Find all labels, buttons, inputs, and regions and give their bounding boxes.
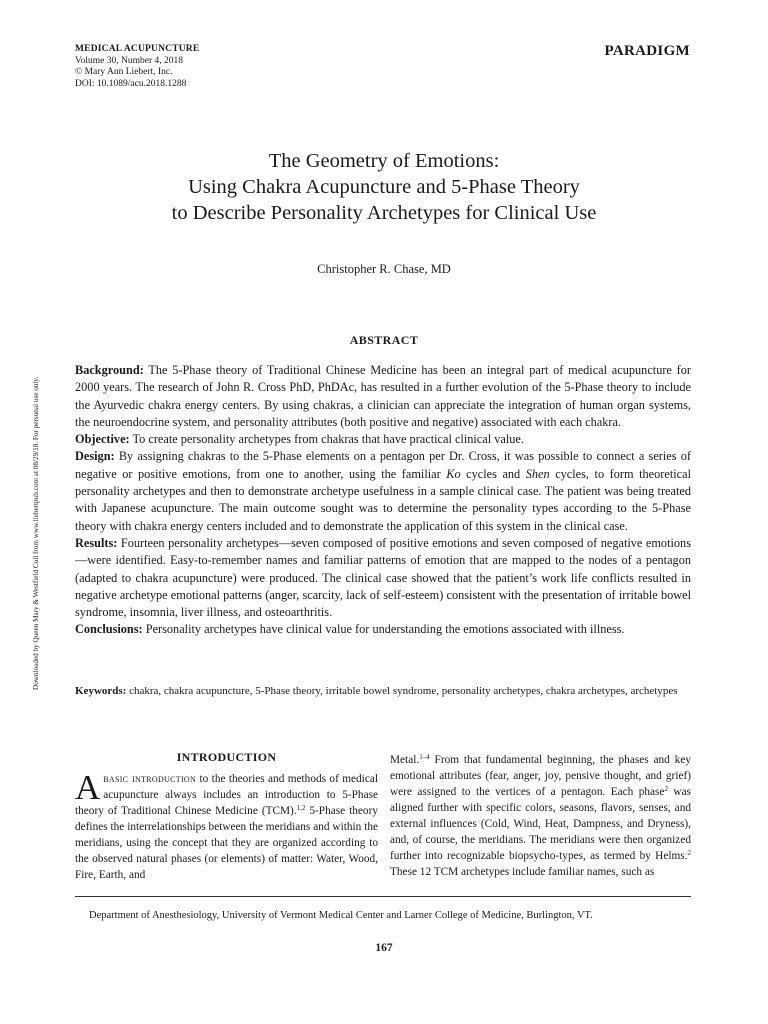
citation-ref: 2 — [687, 849, 691, 857]
design-text-b: cycles and — [460, 466, 526, 481]
citation-ref: 1,2 — [296, 804, 306, 812]
title-line-3: to Describe Personality Archetypes for Clinical Use — [171, 202, 597, 224]
results-text: Fourteen personality archetypes—seven composed of positive emotions and seven composed of negative emotions—were identified. Easy-to-remember names and familiar patterns of emotion that are mapped to the nodes of a pentagon (adapted to chakra acupuncture) were produced. The clinical case showed that the patient’s work life conflicts resulted in negative archetype emotional patterns (anger, scarcity, lack of self-esteem) consistent with the presentation of irritable bowel syndrome, insomnia, liver illness, and osteoarthritis. — [75, 535, 691, 620]
intro-smallcaps: basic introduction — [103, 773, 197, 785]
results-label: Results: — [75, 535, 118, 550]
author-name: Christopher R. Chase, MD — [317, 262, 451, 276]
citation-ref: 2 — [664, 785, 668, 793]
abstract-background — [75, 362, 691, 431]
intro-col2-text-d: These 12 TCM archetypes include familiar names, such as — [390, 866, 655, 878]
intro-col2-text-b: From that fundamental beginning, the phases and key emotional attributes (fear, anger, joy, pensive thought, and grief) were assigned to the vertices of a pentagon. Each phase — [390, 754, 691, 798]
keywords-label: Keywords: — [75, 685, 127, 697]
drop-cap: A — [75, 768, 101, 807]
paper-title — [75, 148, 693, 226]
abstract-conclusions — [75, 621, 691, 638]
keywords — [75, 683, 691, 699]
footnote-divider — [75, 896, 691, 897]
abstract-design — [75, 448, 691, 534]
journal-copyright: © Mary Ann Liebert, Inc. — [75, 67, 173, 77]
objective-text: To create personality archetypes from chakras that have practical clinical value. — [129, 432, 524, 447]
intro-col1-text-a: to the theories and methods of medical acupuncture always includes an introduction to 5-Phase theory of Traditional Chinese Medicine (TCM). — [75, 773, 378, 817]
intro-column-right — [390, 752, 691, 880]
design-label: Design: — [75, 449, 115, 464]
journal-name: MEDICAL ACUPUNCTURE — [75, 44, 200, 54]
background-label: Background: — [75, 363, 144, 377]
conclusions-label: Conclusions: — [75, 622, 143, 637]
abstract-results — [75, 535, 691, 621]
intro-col1-text-b: 5-Phase theory defines the interrelationships between the meridians and within the meridians, using the concept that they are organized according to the observed natural phases (or elements) of matter: Water, Wood, Fire, Earth, and — [75, 805, 378, 881]
design-text-a: By assigning chakras to the 5-Phase elements on a pentagon per Dr. Cross, it was possible to connect a series of negative or positive emotions, from one to another, using the familiar — [75, 449, 691, 481]
design-text-c: cycles, to form theoretical personality archetypes and then to demonstrate archetype usefulness in a sample clinical case. The patient was being treated with Japanese acupuncture. The main outcome sought was to determine the personality types according to the 5-Phase theory with chakra energy centers included and to demonstrate the application of this system in the clinical case. — [75, 466, 691, 533]
conclusions-text: Personality archetypes have clinical value for understanding the emotions associated with illness. — [142, 622, 625, 637]
background-text: The 5-Phase theory of Traditional Chinese Medicine has been an integral part of medical acupuncture for 2000 years. The research of John R. Cross PhD, PhDAc, has resulted in a further evolution of the 5-Phase theory to include the Ayurvedic chakra energy centers. By using chakras, a clinician can appreciate the integration of human organ systems, the neuroendocrine system, and personality attributes (both positive and negative) associated with each chakra. — [75, 363, 691, 429]
keywords-text: chakra, chakra acupuncture, 5-Phase theory, irritable bowel syndrome, personality archetypes, chakra archetypes, archetypes — [126, 685, 678, 697]
abstract-body — [75, 362, 691, 639]
title-line-1: The Geometry of Emotions: — [268, 150, 500, 172]
intro-col2-text-c: was aligned further with specific colors, seasons, flavors, senses, and external influences (Cold, Wind, Heat, Dampness, and Dryness), and, of course, the meridians. The meridians were then organized further into recognizable biopsycho-types, as termed by Helms. — [390, 786, 691, 862]
author-affiliation: Department of Anesthesiology, University of Vermont Medical Center and Larner College of Medicine, Burlington, VT. — [89, 910, 593, 921]
intro-col2-text-a: Metal. — [390, 754, 420, 766]
journal-volume: Volume 30, Number 4, 2018 — [75, 55, 184, 66]
abstract-objective — [75, 431, 691, 448]
journal-info — [75, 44, 199, 90]
journal-doi: DOI: 10.1089/acu.2018.1288 — [75, 78, 187, 89]
download-watermark: Downloaded by Queen Mary & Westfield Coll from www.liebertpub.com at 08/29/18. For personal use only. — [32, 376, 40, 690]
page-number: 167 — [375, 942, 393, 954]
objective-label: Objective: — [75, 432, 130, 447]
abstract-heading: ABSTRACT — [349, 333, 419, 347]
title-line-2: Using Chakra Acupuncture and 5-Phase Theory — [188, 176, 580, 198]
ko-term: Ko — [446, 466, 461, 481]
citation-ref: 1–4 — [419, 753, 430, 761]
section-label: PARADIGM — [604, 43, 690, 59]
intro-column-left — [75, 768, 378, 883]
shen-term: Shen — [525, 466, 550, 481]
introduction-heading: INTRODUCTION — [176, 750, 277, 764]
